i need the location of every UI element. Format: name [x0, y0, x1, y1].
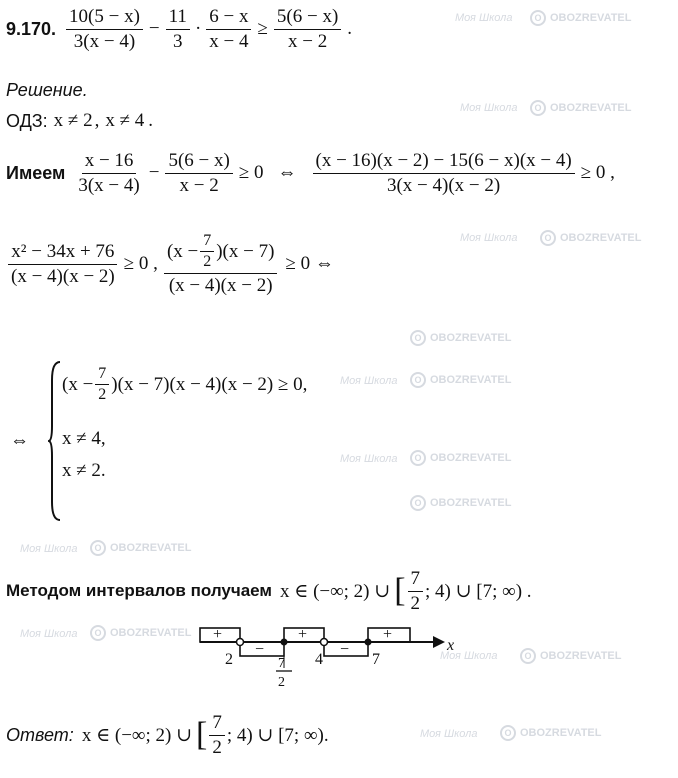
- point-label: 2: [225, 651, 233, 668]
- sign-plus: +: [298, 626, 308, 643]
- fraction: $\frac{(x - 16)(x - 2) - 15(6 - x)(x - 4)}{3(x - 4)(x - 2)}$: [313, 150, 575, 197]
- sign-plus: +: [383, 626, 393, 643]
- point-label-frac-num: 7: [278, 656, 285, 671]
- watermark: O OBOZREVATEL: [500, 725, 601, 741]
- fraction: $\frac{\text{x² − 34x + 76}}{(x - 4)(x - 2)}$: [8, 241, 118, 288]
- sign-plus: +: [213, 626, 223, 643]
- watermark-text: Моя Школа: [460, 102, 518, 114]
- obozrevatel-logo-icon: O: [530, 10, 546, 26]
- sign-chart: [195, 620, 465, 690]
- fraction: $\frac{5(6 - x)}{x - 2}$: [274, 6, 341, 53]
- point-label-frac-den: 2: [278, 675, 285, 690]
- obozrevatel-logo-icon: O: [90, 625, 106, 641]
- watermark-text: Моя Школа: [460, 232, 518, 244]
- obozrevatel-logo-icon: O: [410, 330, 426, 346]
- fraction: $\frac{10(5 - x)}{3(x - 4)}$: [66, 6, 143, 53]
- obozrevatel-logo-icon: O: [520, 648, 536, 664]
- watermark: O OBOZREVATEL: [90, 625, 191, 641]
- system-brace: [48, 360, 62, 522]
- watermark: O OBOZREVATEL: [520, 648, 621, 664]
- transform-line-1: Имеем $\frac{x - 16}{3(x - 4)}$ − $\frac{5(6 - x)}{x - 2}$ ≥ 0 ⇔ $\frac{(x - 16)(x - 2) - 15(6 - x)(x - 4)}{3(x - 4)(x - 2)}$ ≥ 0 ,: [6, 150, 615, 196]
- obozrevatel-logo-icon: O: [540, 230, 556, 246]
- watermark-text: Моя Школа: [340, 453, 398, 465]
- watermark: O OBOZREVATEL: [410, 372, 511, 388]
- fraction: $\frac{11}{3}$: [166, 6, 190, 53]
- watermark: O OBOZREVATEL: [90, 540, 191, 556]
- fraction: (x − $\frac{7}{2}$ )(x − 7) (x − 4)(x − 2): [164, 232, 278, 297]
- obozrevatel-logo-icon: O: [410, 450, 426, 466]
- solution-heading: Решение.: [6, 80, 88, 100]
- fraction: $\frac{6 - x}{x - 4}$: [206, 6, 251, 53]
- watermark-text: Моя Школа: [20, 543, 78, 555]
- fraction: $\frac{7}{2}$: [209, 712, 225, 759]
- system-line-1: (x − $\frac{7}{2}$ )(x − 7)(x − 4)(x − 2) ≥ 0,: [62, 365, 308, 404]
- problem-number: 9.170.: [6, 18, 57, 39]
- system-line-2: x ≠ 4,: [62, 428, 106, 449]
- watermark-text: Моя Школа: [20, 628, 78, 640]
- answer-line: Ответ: x ∈ (−∞; 2) ∪ [ $\frac{7}{2}$ ; 4) ∪ [7; ∞).: [6, 712, 329, 758]
- fraction: $\frac{7}{2}$: [200, 232, 214, 272]
- equivalence-sign: ⇔: [10, 430, 29, 451]
- obozrevatel-logo-icon: O: [410, 495, 426, 511]
- problem-statement: 9.170. $\frac{10(5 - x)}{3(x - 4)}$ − $\frac{11}{3}$ · $\frac{6 - x}{x - 4}$ ≥ $\frac{5(6 - x)}{x - 2}$ .: [6, 6, 353, 52]
- obozrevatel-logo-icon: O: [530, 100, 546, 116]
- system-line-3: x ≠ 2.: [62, 460, 106, 481]
- watermark: O OBOZREVATEL: [410, 330, 511, 346]
- fraction: $\frac{x - 16}{3(x - 4)}$: [78, 150, 140, 196]
- fraction: $\frac{5(6 - x)}{x - 2}$: [165, 150, 232, 197]
- point-label: 4: [315, 651, 323, 668]
- obozrevatel-logo-icon: O: [500, 725, 516, 741]
- obozrevatel-logo-icon: O: [410, 372, 426, 388]
- sign-minus: −: [255, 641, 265, 658]
- watermark-text: Моя Школа: [455, 12, 513, 24]
- transform-line-2: $\frac{\text{x² − 34x + 76}}{(x - 4)(x - 2)}$ ≥ 0 , (x − $\frac{7}{2}$ )(x − 7) (x − 4)(x − 2) ≥ 0 ⇔: [6, 232, 334, 297]
- watermark: O OBOZREVATEL: [410, 495, 511, 511]
- sign-minus: −: [340, 641, 350, 658]
- domain-line: ОДЗ: x ≠ 2 , x ≠ 4 .: [6, 110, 154, 131]
- interval-result-line: Методом интервалов получаем x ∈ (−∞; 2) ∪ [ $\frac{7}{2}$ ; 4) ∪ [7; ∞) .: [6, 568, 532, 614]
- fraction: $\frac{7}{2}$: [408, 568, 424, 615]
- watermark: O OBOZREVATEL: [410, 450, 511, 466]
- watermark: O OBOZREVATEL: [540, 230, 641, 246]
- fraction: $\frac{7}{2}$: [95, 365, 109, 405]
- watermark-text: Моя Школа: [440, 650, 498, 662]
- watermark: O OBOZREVATEL: [530, 10, 631, 26]
- watermark: O OBOZREVATEL: [530, 100, 631, 116]
- obozrevatel-logo-icon: O: [90, 540, 106, 556]
- axis-label: x: [447, 637, 455, 654]
- watermark-text: Моя Школа: [420, 728, 478, 740]
- watermark-text: Моя Школа: [340, 375, 398, 387]
- point-label: 7: [372, 651, 380, 668]
